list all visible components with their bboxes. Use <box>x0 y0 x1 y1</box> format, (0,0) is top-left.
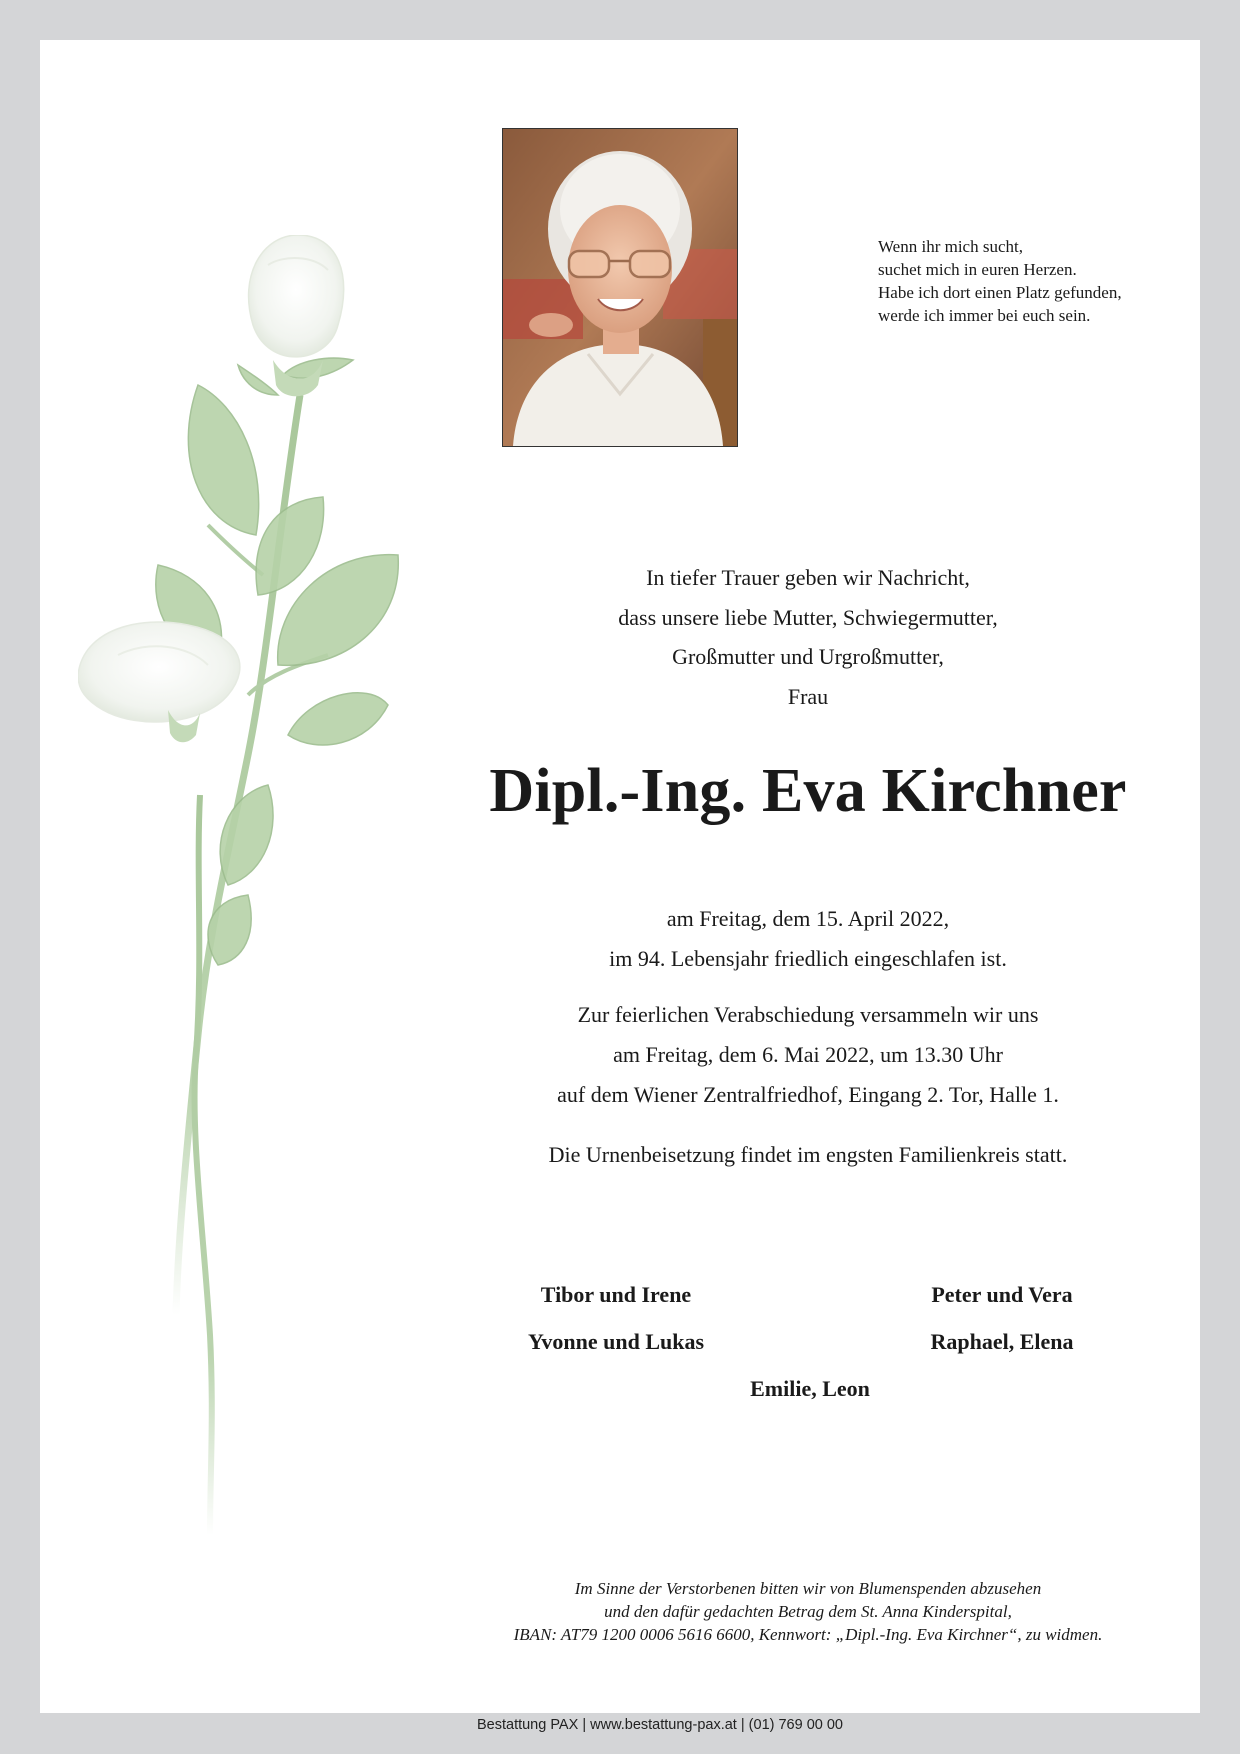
mourner-names: Emilie, Leon <box>750 1376 870 1401</box>
website-link[interactable]: www.bestattung-pax.at <box>590 1717 737 1733</box>
separator: | <box>582 1717 587 1733</box>
funeral-details <box>430 995 1186 1115</box>
announcement-intro <box>430 558 1186 716</box>
donation-line: Im Sinne der Verstorbenen bitten wir von Blumenspenden abzusehen <box>574 1579 1042 1598</box>
company-name: Bestattung PAX <box>476 1717 579 1733</box>
mourner-names: Peter und Vera <box>931 1282 1073 1307</box>
poem-line: werde ich immer bei euch sein. <box>878 306 1091 325</box>
donation-note <box>430 1577 1186 1646</box>
portrait-photo <box>502 128 738 447</box>
poem-line: suchet mich in euren Herzen. <box>878 260 1077 279</box>
mourners-left <box>486 1271 746 1365</box>
deceased-name: Dipl.-Ing. Eva Kirchner <box>489 757 1127 825</box>
death-line: im 94. Lebensjahr friedlich eingeschlafen ist. <box>609 946 1007 971</box>
mourner-names: Yvonne und Lukas <box>527 1329 705 1354</box>
mourner-names: Raphael, Elena <box>930 1329 1074 1354</box>
white-rose-illustration <box>78 235 458 1545</box>
poem-line: Habe ich dort einen Platz gefunden, <box>878 283 1122 302</box>
urn-burial-note: Die Urnenbeisetzung findet im engsten Familienkreis statt. <box>548 1142 1068 1167</box>
mourners-center <box>630 1365 990 1412</box>
separator: | <box>740 1717 745 1733</box>
phone-number: (01) 769 00 00 <box>748 1717 843 1733</box>
funeral-line: am Freitag, dem 6. Mai 2022, um 13.30 Uhr <box>613 1042 1003 1067</box>
death-line: am Freitag, dem 15. April 2022, <box>666 906 950 931</box>
death-details <box>430 899 1186 979</box>
memorial-poem <box>878 235 1122 327</box>
donation-line: und den dafür gedachten Betrag dem St. Anna Kinderspital, <box>604 1602 1012 1621</box>
intro-line: In tiefer Trauer geben wir Nachricht, <box>646 565 970 590</box>
funeral-line: Zur feierlichen Verabschiedung versammeln wir uns <box>577 1002 1039 1027</box>
intro-line: dass unsere liebe Mutter, Schwiegermutter, <box>618 604 998 630</box>
mourner-names: Tibor und Irene <box>540 1282 692 1307</box>
intro-line: Großmutter und Urgroßmutter, <box>672 644 944 669</box>
footer <box>430 1717 890 1733</box>
donation-line: IBAN: AT79 1200 0006 5616 6600, Kennwort: „Dipl.-Ing. Eva Kirchner“, zu widmen. <box>513 1625 1103 1644</box>
mourners-right <box>872 1271 1132 1365</box>
intro-line: Frau <box>787 683 829 709</box>
obituary-card <box>40 40 1200 1733</box>
funeral-line: auf dem Wiener Zentralfriedhof, Eingang 2. Tor, Halle 1. <box>557 1082 1059 1107</box>
poem-line: Wenn ihr mich sucht, <box>878 237 1023 256</box>
